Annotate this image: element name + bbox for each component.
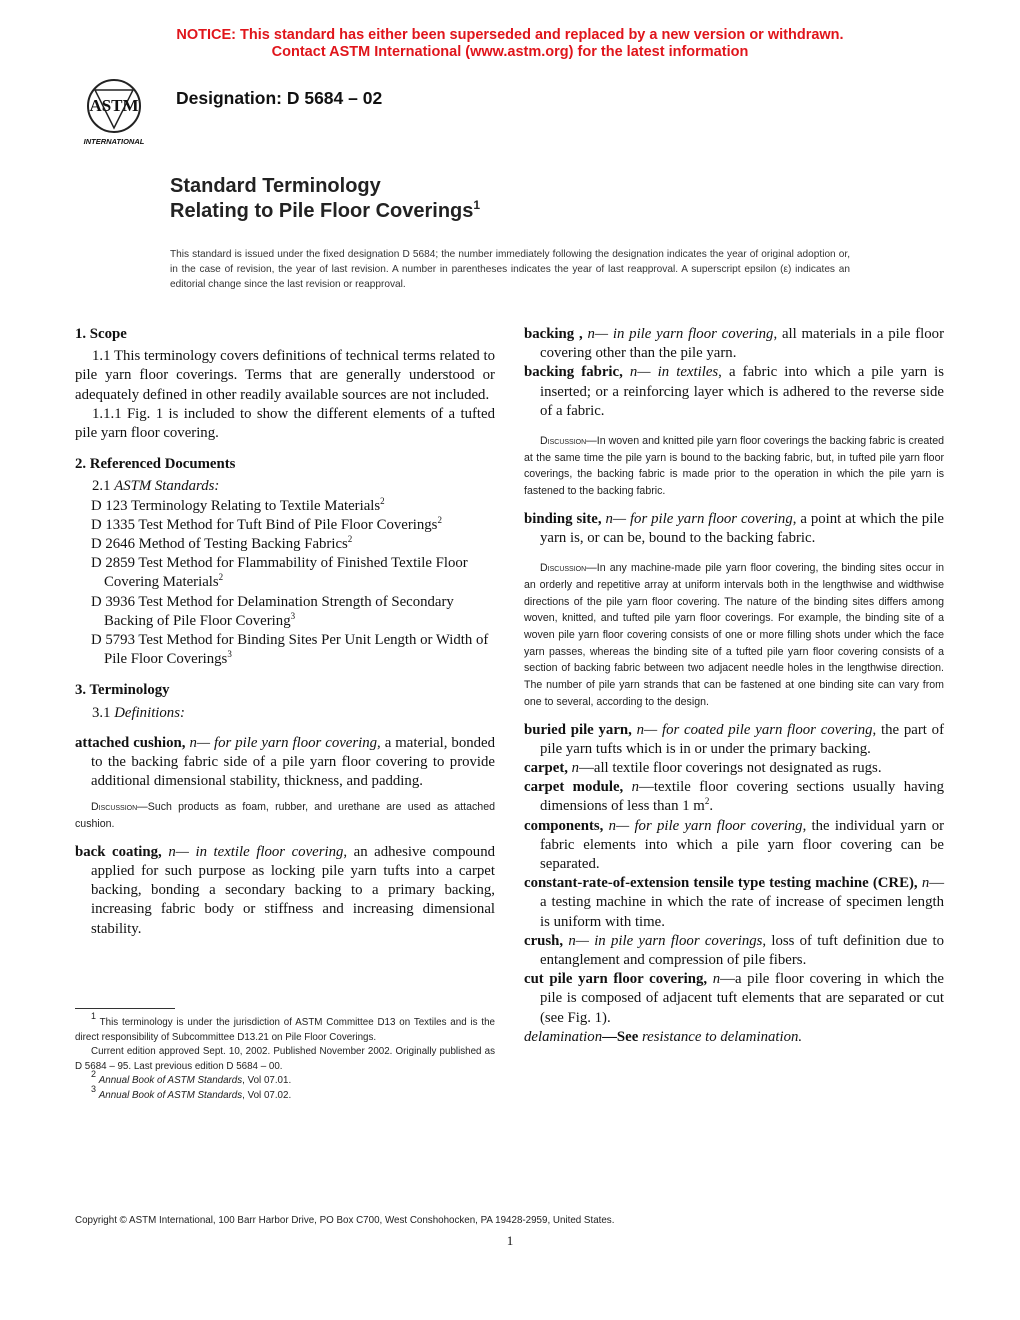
ref-item: D 5793 Test Method for Binding Sites Per Unit Length or Width of Pile Floor Coverings$^3$: [91, 632, 489, 668]
term-backing-fabric: backing fabric, n— in textiles, a fabric into which a pile yarn is inserted; or a reinforcing layer which is adhered to the reverse side of a fabric.: [524, 364, 944, 419]
footnote: $^3$ Annual Book of ASTM Standards, Vol 07.02.: [91, 1083, 292, 1101]
notice-line-1: NOTICE: This standard has either been superseded and replaced by a new version or withdrawn.: [176, 27, 844, 43]
term-carpet: carpet, n—all textile floor coverings not designated as rugs.: [524, 759, 882, 776]
ref-item: D 2859 Test Method for Flammability of Finished Textile Floor Covering Materials$^2$: [91, 555, 468, 591]
term-cre: constant-rate-of-extension tensile type testing machine (CRE), n— a testing machine in which the rate of increase of specimen length is uniform with time.: [524, 875, 945, 930]
notice-line-2: Contact ASTM International (www.astm.org) for the latest information: [271, 44, 749, 60]
astm-logo: [68, 76, 160, 148]
withdrawal-notice: [0, 27, 1020, 61]
terminology-heading: 3. Terminology: [75, 682, 170, 699]
ref-item: D 1335 Test Method for Tuft Bind of Pile Floor Coverings$^2$: [91, 514, 442, 533]
term-components: components, n— for pile yarn floor covering, the individual yarn or fabric elements into which a pile yarn floor covering can be separated.: [524, 817, 945, 872]
designation: Designation: D 5684 – 02: [176, 88, 383, 108]
term-attached-cushion: attached cushion, n— for pile yarn floor covering, a material, bonded to the backing fabric side of a pile yarn floor covering to provide additional dimensional stability, thickness, and padding.: [75, 734, 495, 790]
scope-paragraph-2: 1.1.1 Fig. 1 is included to show the different elements of a tufted pile yarn floor covering.: [75, 405, 495, 442]
refs-subheading: 2.1 ASTM Standards:: [92, 478, 220, 495]
term-carpet-module: carpet module, n—textile floor covering sections usually having dimensions of less than 1 $m^2$.: [524, 779, 944, 815]
left-column: [75, 325, 495, 939]
discussion-backing-fabric: Discussion—In woven and knitted pile yarn floor coverings the backing fabric is created at the same time the pile yarn is bound to the backing fabric, but, in tufted pile yarn floor coverings, the backing fabric is made prior to the operation in which the pile yarn is fastened to the backing fabric.: [524, 435, 944, 498]
title-line-1: Standard Terminology: [170, 175, 381, 197]
right-column: [524, 325, 944, 1047]
ref-item: D 2646 Method of Testing Backing Fabrics$^2$: [91, 534, 353, 553]
scope-paragraph-1: 1.1 This terminology covers definitions of technical terms related to pile yarn floor coverings. Terms that are generally understood or adequately defined in other readily available sources are not included.: [75, 348, 495, 403]
logo-subtext: INTERNATIONAL: [83, 137, 145, 146]
term-buried-pile-yarn: buried pile yarn, n— for coated pile yarn floor covering, the part of pile yarn tufts which is in or under the primary backing.: [524, 721, 944, 757]
copyright: Copyright © ASTM International, 100 Barr Harbor Drive, PO Box C700, West Conshohocken, PA 19428-2959, United States.: [75, 1215, 615, 1226]
issue-note: This standard is issued under the fixed designation D 5684; the number immediately following the designation indicates the year of original adoption or, in the case of revision, the year of last revision. A number in parentheses indicates the year of last reapproval. A superscript epsilon (ε) indicates an editorial change since the last revision or reapproval.: [170, 249, 850, 290]
footnote: $^1$ This terminology is under the jurisdiction of ASTM Committee D13 on Textiles and is the direct responsibility of Subcommittee D13.21 on Pile Floor Coverings.: [75, 1011, 495, 1043]
definitions-subheading: 3.1 Definitions:: [92, 704, 185, 721]
ref-item: D 3936 Test Method for Delamination Strength of Secondary Backing of Pile Floor Covering$^3$: [91, 593, 454, 629]
discussion-binding-site: Discussion—In any machine-made pile yarn floor covering, the binding sites occur in an orderly and repetitive array at uniform intervals both in the lengthwise and widthwise directions of the pile yarn floor covering. The nature of the binding sites differs among woven, knitted, and tufted pile yarn floor coverings. For example, the binding site of a woven pile yarn floor covering consists of one or more filling shots under which the face yarn passes, whereas the binding site of a tufted pile yarn floor covering consists of a section of backing fabric between two adjacent needle holes in the lengthwise direction. The number of pile yarn strands that can be fastened at one binding site can vary from one to several, according to the design.: [524, 562, 944, 708]
discussion-attached-cushion: Discussion—Such products as foam, rubber, and urethane are used as attached cushion.: [75, 801, 495, 831]
logo-text: ASTM: [89, 96, 139, 115]
footnote-divider: [75, 1008, 175, 1009]
term-back-coating: back coating, n— in textile floor covering, an adhesive compound applied for such purpose as locking pile yarn tufts into a carpet backing, bonding a secondary backing to a primary backing, increasing fabric body or stiffness and increasing dimensional stability.: [75, 843, 495, 937]
footnote: $^2$ Annual Book of ASTM Standards, Vol 07.01.: [91, 1069, 292, 1086]
term-delamination: delamination—See resistance to delamination.: [524, 1028, 803, 1045]
ref-item: D 123 Terminology Relating to Textile Materials$^2$: [91, 495, 385, 514]
refs-heading: 2. Referenced Documents: [75, 456, 236, 473]
title-line-2: Relating to Pile Floor Coverings$^1$: [170, 198, 481, 222]
scope-heading: 1. Scope: [75, 326, 127, 342]
term-cut-pile: cut pile yarn floor covering, n—a pile floor covering in which the pile is composed of adjacent tuft elements that are separated or cut (see Fig. 1).: [524, 971, 944, 1026]
page-title: [170, 174, 480, 224]
term-crush: crush, n— in pile yarn floor coverings, loss of tuft definition due to entanglement and compression of pile fibers.: [524, 932, 945, 968]
page-number: 1: [506, 1233, 514, 1248]
footnote: Current edition approved Sept. 10, 2002. Published November 2002. Originally published as D 5684 – 95. Last previous edition D 5684 – 00.: [75, 1046, 495, 1072]
term-backing: backing , n— in pile yarn floor covering, all materials in a pile floor covering other than the pile yarn.: [524, 326, 945, 362]
footnotes: [75, 1011, 495, 1103]
term-binding-site: binding site, n— for pile yarn floor covering, a point at which the pile yarn is, or can be, bound to the backing fabric.: [524, 510, 944, 547]
title-footnote-mark: 1: [473, 198, 481, 212]
